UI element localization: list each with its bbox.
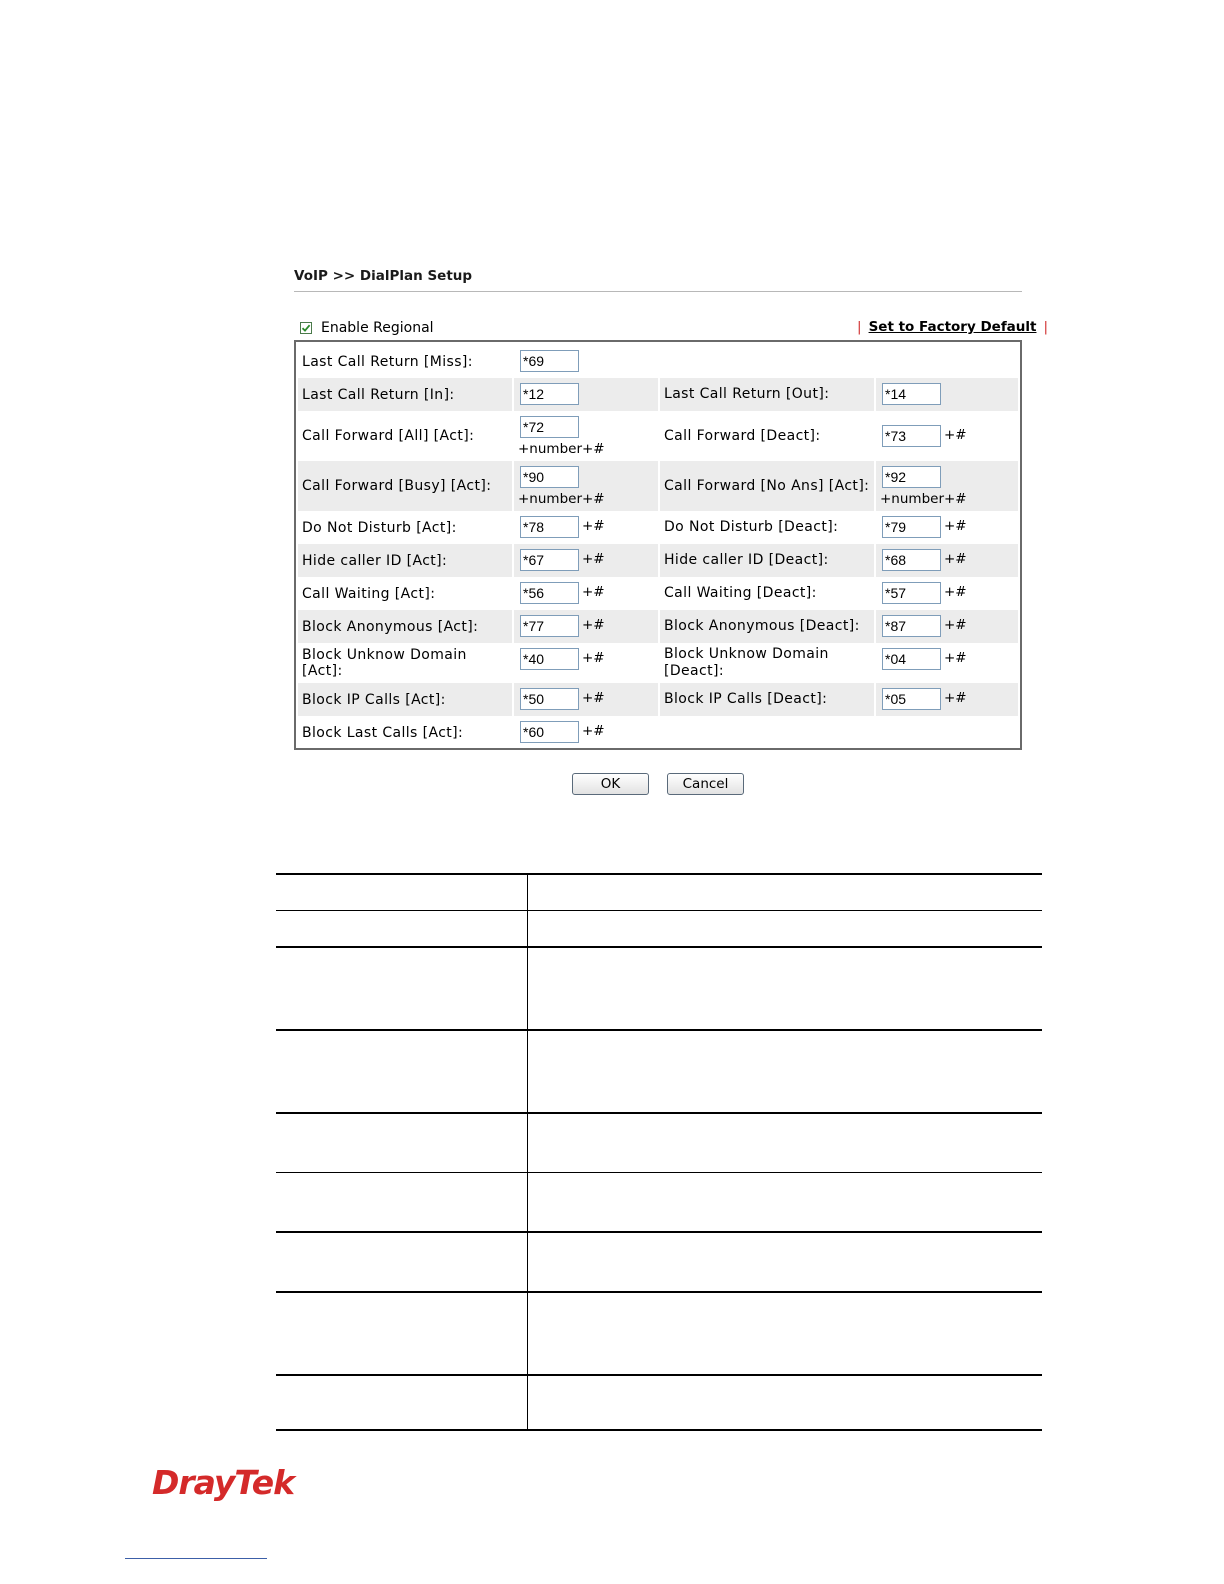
table-rule bbox=[276, 873, 1042, 875]
dialplan-row bbox=[298, 643, 1018, 683]
table-rule bbox=[276, 946, 1042, 948]
field-label: Call Waiting [Deact]: bbox=[664, 585, 817, 601]
dial-code-input[interactable] bbox=[520, 516, 579, 538]
right-label-cell bbox=[660, 610, 874, 643]
left-value-cell bbox=[514, 378, 658, 411]
footer-link-underline bbox=[125, 1558, 267, 1559]
table-rule bbox=[276, 1429, 1042, 1431]
dial-code-input[interactable] bbox=[882, 615, 941, 637]
field-label: Call Waiting [Act]: bbox=[302, 585, 436, 602]
code-suffix: +# bbox=[582, 518, 605, 534]
set-factory-default-link[interactable]: Set to Factory Default bbox=[868, 319, 1037, 335]
code-suffix: +# bbox=[944, 617, 967, 633]
separator-pipe: | bbox=[857, 319, 862, 335]
table-rule bbox=[276, 1112, 1042, 1114]
field-label: Last Call Return [Miss]: bbox=[302, 353, 473, 370]
field-label: Hide caller ID [Deact]: bbox=[664, 552, 829, 568]
dialplan-row bbox=[298, 716, 1018, 749]
table-column-divider bbox=[527, 873, 528, 1431]
left-label-cell bbox=[298, 378, 512, 411]
field-label: Block Unknow Domain [Act]: bbox=[302, 647, 467, 679]
enable-regional-row bbox=[300, 320, 434, 336]
field-label: Block Unknow Domain [Deact]: bbox=[664, 646, 829, 679]
right-label-cell bbox=[660, 544, 874, 577]
right-value-cell bbox=[876, 683, 1018, 716]
code-suffix: +# bbox=[582, 723, 605, 739]
right-value-cell bbox=[876, 643, 1018, 683]
right-value-cell bbox=[876, 511, 1018, 544]
left-value-cell bbox=[514, 577, 658, 610]
field-label: Call Forward [All] [Act]: bbox=[302, 428, 475, 444]
dialplan-row bbox=[298, 577, 1018, 610]
code-suffix: +# bbox=[944, 650, 967, 666]
code-suffix: +# bbox=[582, 551, 605, 567]
code-suffix: +# bbox=[944, 584, 967, 600]
dial-code-input[interactable] bbox=[520, 466, 579, 488]
right-value-cell bbox=[876, 610, 1018, 643]
dial-code-input[interactable] bbox=[882, 549, 941, 571]
field-label: Block Last Calls [Act]: bbox=[302, 724, 464, 741]
left-value-cell bbox=[514, 610, 658, 643]
code-suffix: +# bbox=[582, 690, 605, 706]
left-value-cell bbox=[514, 411, 658, 461]
code-suffix: +number+# bbox=[880, 491, 967, 507]
field-label: Block IP Calls [Deact]: bbox=[664, 691, 828, 707]
dial-code-input[interactable] bbox=[520, 549, 579, 571]
breadcrumb-divider bbox=[294, 291, 1022, 292]
left-label-cell bbox=[298, 461, 512, 511]
draytek-logo: DrayTek bbox=[152, 1463, 295, 1502]
left-label-cell bbox=[298, 683, 512, 716]
right-label-cell bbox=[660, 577, 874, 610]
dial-code-input[interactable] bbox=[882, 648, 941, 670]
left-value-cell bbox=[514, 643, 658, 683]
right-label-cell bbox=[660, 411, 874, 461]
code-suffix: +number+# bbox=[518, 491, 605, 507]
right-label-cell bbox=[660, 378, 874, 411]
left-label-cell bbox=[298, 643, 512, 683]
left-value-cell bbox=[514, 544, 658, 577]
ok-button[interactable]: OK bbox=[572, 773, 649, 795]
dial-code-input[interactable] bbox=[520, 615, 579, 637]
table-rule bbox=[276, 1172, 1042, 1173]
dial-code-input[interactable] bbox=[520, 582, 579, 604]
dial-code-input[interactable] bbox=[520, 383, 579, 405]
left-label-cell bbox=[298, 411, 512, 461]
right-value-cell bbox=[876, 461, 1018, 511]
field-label: Last Call Return [Out]: bbox=[664, 386, 830, 402]
right-label-cell bbox=[660, 683, 874, 716]
code-suffix: +number+# bbox=[518, 441, 605, 457]
dial-code-input[interactable] bbox=[882, 516, 941, 538]
dial-code-input[interactable] bbox=[882, 466, 941, 488]
dialplan-table bbox=[294, 340, 1022, 750]
separator-pipe: | bbox=[1043, 319, 1049, 335]
code-suffix: +# bbox=[944, 518, 967, 534]
right-value-cell bbox=[876, 411, 1018, 461]
dialplan-row bbox=[298, 411, 1018, 461]
left-label-cell bbox=[298, 716, 512, 749]
left-value-cell bbox=[514, 716, 658, 749]
dial-code-input[interactable] bbox=[882, 425, 941, 447]
table-rule bbox=[276, 1029, 1042, 1031]
left-label-cell bbox=[298, 511, 512, 544]
field-label: Do Not Disturb [Deact]: bbox=[664, 519, 839, 535]
cancel-button[interactable]: Cancel bbox=[667, 773, 744, 795]
right-label-cell bbox=[660, 461, 874, 511]
enable-regional-checkbox[interactable] bbox=[300, 322, 312, 334]
dial-code-input[interactable] bbox=[520, 688, 579, 710]
left-label-cell bbox=[298, 544, 512, 577]
field-label: Block Anonymous [Act]: bbox=[302, 618, 479, 635]
code-suffix: +# bbox=[944, 690, 967, 706]
code-suffix: +# bbox=[582, 617, 605, 633]
right-label-cell bbox=[660, 643, 874, 683]
table-rule bbox=[276, 1291, 1042, 1293]
dial-code-input[interactable] bbox=[882, 688, 941, 710]
code-suffix: +# bbox=[944, 551, 967, 567]
dialplan-row bbox=[298, 683, 1018, 716]
right-label-cell bbox=[660, 511, 874, 544]
dialplan-row bbox=[298, 544, 1018, 577]
right-value-cell bbox=[876, 378, 1018, 411]
left-value-cell bbox=[514, 511, 658, 544]
dialplan-row bbox=[298, 610, 1018, 643]
enable-regional-label: Enable Regional bbox=[321, 320, 434, 336]
factory-default-area bbox=[850, 319, 1055, 335]
field-label: Call Forward [Busy] [Act]: bbox=[302, 478, 492, 494]
dial-code-input[interactable] bbox=[520, 721, 579, 743]
left-label-cell bbox=[298, 345, 512, 378]
left-label-cell bbox=[298, 610, 512, 643]
right-value-cell bbox=[876, 577, 1018, 610]
dialplan-row bbox=[298, 511, 1018, 544]
field-label: Block Anonymous [Deact]: bbox=[664, 618, 860, 634]
right-value-cell bbox=[876, 544, 1018, 577]
left-value-cell bbox=[514, 345, 658, 378]
table-rule bbox=[276, 1231, 1042, 1233]
dialplan-row bbox=[298, 378, 1018, 411]
code-suffix: +# bbox=[582, 584, 605, 600]
dial-code-input[interactable] bbox=[520, 350, 579, 372]
code-suffix: +# bbox=[582, 650, 605, 666]
field-label: Call Forward [Deact]: bbox=[664, 427, 821, 444]
left-value-cell bbox=[514, 683, 658, 716]
dial-code-input[interactable] bbox=[520, 416, 579, 438]
dial-code-input[interactable] bbox=[882, 582, 941, 604]
field-label: Hide caller ID [Act]: bbox=[302, 552, 448, 569]
dial-code-input[interactable] bbox=[882, 383, 941, 405]
dial-code-input[interactable] bbox=[520, 648, 579, 670]
left-label-cell bbox=[298, 577, 512, 610]
page-breadcrumb: VoIP >> DialPlan Setup bbox=[294, 268, 473, 284]
field-label: Call Forward [No Ans] [Act]: bbox=[664, 477, 870, 494]
checkmark-icon bbox=[301, 323, 311, 333]
left-value-cell bbox=[514, 461, 658, 511]
code-suffix: +# bbox=[944, 427, 967, 443]
dialplan-row bbox=[298, 461, 1018, 511]
field-label: Block IP Calls [Act]: bbox=[302, 691, 446, 708]
table-rule bbox=[276, 910, 1042, 911]
dialplan-row bbox=[298, 345, 1018, 378]
field-label: Last Call Return [In]: bbox=[302, 386, 455, 403]
table-rule bbox=[276, 1374, 1042, 1376]
field-label: Do Not Disturb [Act]: bbox=[302, 519, 457, 536]
